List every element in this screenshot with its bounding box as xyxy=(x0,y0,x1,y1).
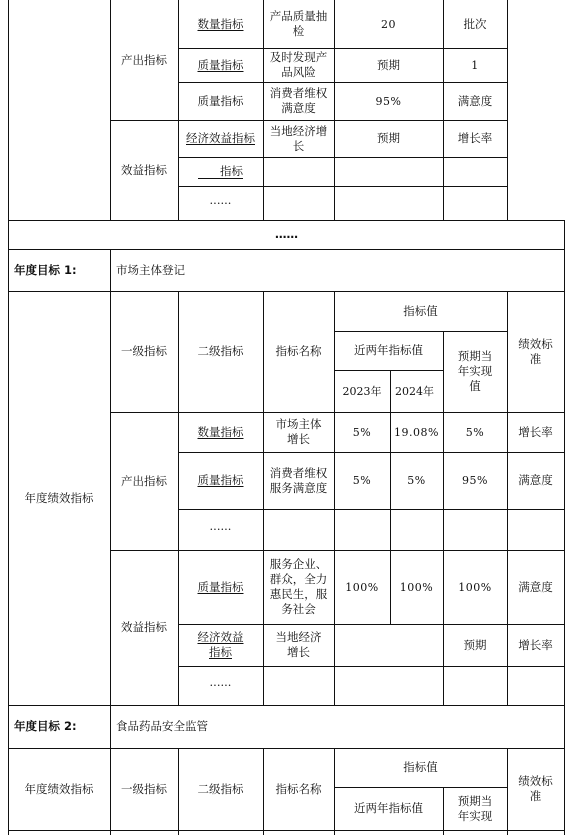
ellipsis-cell: ······ xyxy=(209,678,232,692)
level2-cell: 经济效益指标 xyxy=(186,131,255,145)
col-header-level2: 二级指标 xyxy=(197,344,244,358)
value-year1: 5% xyxy=(352,425,372,439)
col-header-level2: 二级指标 xyxy=(197,781,244,796)
indicator-unit: 批次 xyxy=(463,16,487,31)
col-header-level1: 一级指标 xyxy=(121,344,167,358)
level1-benefit: 效益指标 xyxy=(121,620,167,634)
indicator-name: 消费者维权满意度 xyxy=(269,86,328,115)
value-expected: 5% xyxy=(465,425,485,439)
col-header-value-group: 指标值 xyxy=(403,760,438,774)
indicator-name: 消费者维权服务满意度 xyxy=(269,465,328,495)
indicator-unit: 增长率 xyxy=(457,131,493,145)
level2-cell: 质量指标 xyxy=(197,57,244,72)
indicator-value: 预期 xyxy=(377,131,400,145)
col-header-expected: 预期当年实现 xyxy=(457,793,493,823)
goal-text: 市场主体登记 xyxy=(116,262,185,277)
level1-benefit: 效益指标 xyxy=(121,162,167,177)
value-expected: 100% xyxy=(458,580,492,594)
value-standard: 增长率 xyxy=(518,424,553,439)
value-year1: 5% xyxy=(352,474,372,487)
indicator-name: 产品质量抽检 xyxy=(269,9,328,38)
continuation-ellipsis: …… xyxy=(275,227,298,241)
grid-line xyxy=(564,220,565,835)
col-header-year1: 2023年 xyxy=(342,384,382,398)
col-header-recent-two: 近两年指标值 xyxy=(354,801,423,815)
col-header-name: 指标名称 xyxy=(275,344,322,358)
level2-cell: 指标 xyxy=(198,164,243,179)
indicator-value: 20 xyxy=(381,17,396,31)
indicator-value: 预期 xyxy=(377,57,400,72)
perf-label: 年度绩效指标 xyxy=(24,781,94,796)
value-year2: 19.08% xyxy=(394,425,439,439)
grid-line xyxy=(8,830,565,831)
grid-line xyxy=(507,0,508,220)
indicator-value: 95% xyxy=(375,94,402,108)
level2-cell: 数量指标 xyxy=(197,424,244,439)
indicator-name: 市场主体增长 xyxy=(275,417,322,446)
goal-text: 食品药品安全监管 xyxy=(116,719,208,733)
value-expected: 预期 xyxy=(463,637,487,652)
col-header-value-group: 指标值 xyxy=(403,303,438,318)
ellipsis-cell: ······ xyxy=(209,522,232,536)
value-year2: 100% xyxy=(399,580,434,594)
value-standard: 满意度 xyxy=(518,473,553,487)
goal-label: 年度目标 2: xyxy=(14,719,77,733)
value-year1: 100% xyxy=(345,580,379,594)
value-standard: 满意度 xyxy=(518,579,553,594)
col-header-standard: 绩效标准 xyxy=(518,774,553,803)
indicator-name: 当地经济增长 xyxy=(275,630,322,659)
level2-cell: 质量指标 xyxy=(197,93,244,108)
col-header-standard: 绩效标准 xyxy=(518,336,553,366)
col-header-level1: 一级指标 xyxy=(121,781,167,796)
indicator-unit: 满意度 xyxy=(457,93,493,108)
indicator-name: 服务企业、群众，全力惠民生，服务社会 xyxy=(269,557,328,616)
indicator-unit: 1 xyxy=(471,58,479,72)
level2-cell: 经济效益指标 xyxy=(197,630,244,659)
value-expected: 95% xyxy=(462,474,488,487)
level2-cell: 质量指标 xyxy=(197,579,244,594)
goal-label: 年度目标 1: xyxy=(14,262,77,277)
value-standard: 增长率 xyxy=(518,637,553,652)
ellipsis-cell: ······ xyxy=(209,195,232,210)
level1-output: 产出指标 xyxy=(121,52,167,67)
level2-cell: 数量指标 xyxy=(197,16,244,31)
value-year2: 5% xyxy=(407,474,426,487)
level2-cell: 质量指标 xyxy=(197,473,244,487)
col-header-recent-two: 近两年指标值 xyxy=(354,343,423,357)
perf-label: 年度绩效指标 xyxy=(24,490,94,505)
level1-output: 产出指标 xyxy=(121,473,167,488)
indicator-name: 当地经济增长 xyxy=(269,123,328,153)
indicator-name: 及时发现产品风险 xyxy=(269,50,328,79)
col-header-year2: 2024年 xyxy=(395,384,434,398)
col-header-expected: 预期当年实现值 xyxy=(457,349,493,393)
col-header-name: 指标名称 xyxy=(275,781,322,796)
